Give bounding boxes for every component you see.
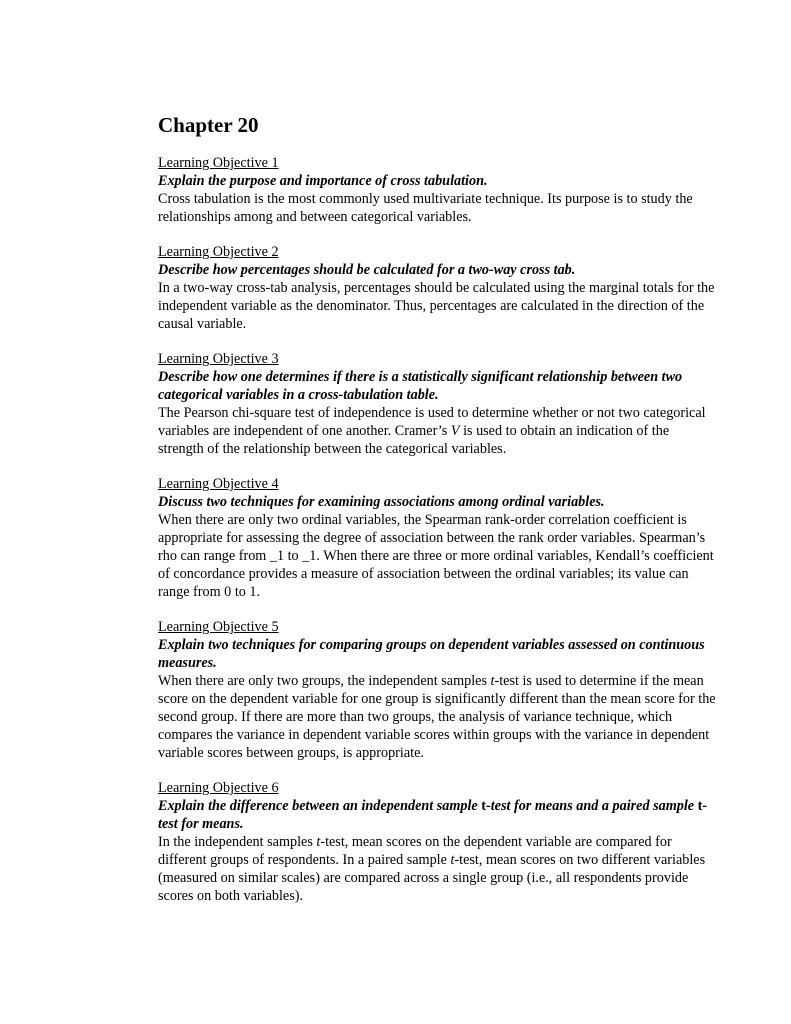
objective-body (158, 279, 718, 333)
objective-heading (158, 261, 718, 279)
body-text: t (490, 673, 495, 689)
objectives-list (158, 154, 718, 905)
body-text: The Pearson chi-square test of independence is used to determine whether or not two categorical variables are independent of one another. Cramer’s (158, 405, 706, 439)
learning-objective-6 (158, 779, 718, 905)
heading-text: t (481, 798, 487, 814)
objective-heading (158, 368, 718, 404)
objective-label: Learning Objective 1 (158, 155, 279, 171)
learning-objective-5 (158, 618, 718, 762)
heading-text: t (697, 798, 703, 814)
heading-text: Explain two techniques for comparing groups on dependent variables assessed on continuous measures. (158, 637, 705, 671)
objective-heading (158, 797, 718, 833)
objective-body (158, 404, 718, 458)
body-text: V (450, 423, 460, 439)
body-text: Cross tabulation is the most commonly used multivariate technique. Its purpose is to study the relationships among and between categorical variables. (158, 191, 693, 225)
heading-text: Discuss two techniques for examining associations among ordinal variables. (158, 494, 605, 510)
objective-heading (158, 493, 718, 511)
body-text: When there are only two ordinal variables, the Spearman rank-order correlation coefficient is appropriate for assessing the degree of association between the rank order variables. Spearman’s rho can range from _1 to _1. When there are three or more ordinal variables, Kendall’s coefficient of concordance provides a measure of association between the ordinal variables; its value can range from 0 to 1. (158, 512, 714, 600)
learning-objective-3 (158, 350, 718, 458)
heading-text: -test for means and a paired sample (486, 798, 698, 814)
body-text: -test, mean scores on two different variables (measured on similar scales) are compared across a single group (i.e., all respondents provide scores on both variables). (158, 852, 706, 904)
heading-text: Explain the difference between an independent sample (158, 798, 482, 814)
document-page (158, 113, 718, 922)
body-text: In a two-way cross-tab analysis, percentages should be calculated using the marginal totals for the independent variable as the denominator. Thus, percentages are calculated in the direction of the causal variable. (158, 280, 715, 332)
body-text: t (450, 852, 455, 868)
objective-body (158, 672, 718, 762)
body-text: is used to obtain an indication of the strength of the relationship between the categorical variables. (158, 423, 670, 457)
body-text: -test, mean scores on the dependent variable are compared for different groups of respondents. In a paired sample (158, 834, 672, 868)
learning-objective-1 (158, 154, 718, 226)
body-text: -test is used to determine if the mean score on the dependent variable for one group is significantly different than the mean score for the second group. If there are more than two groups, the analysis of variance technique, which compares the variance in dependent variable scores within groups with the variance in dependent variable scores between groups, is appropriate. (158, 673, 716, 761)
body-text: In the independent samples (158, 834, 317, 850)
objective-label: Learning Objective 5 (158, 619, 279, 635)
heading-text: Describe how one determines if there is a statistically significant relationship between two categorical variables in a cross-tabulation table. (158, 369, 683, 403)
objective-label: Learning Objective 4 (158, 476, 279, 492)
objective-label: Learning Objective 3 (158, 351, 279, 367)
objective-body (158, 190, 718, 226)
body-text: t (316, 834, 321, 850)
objective-heading (158, 172, 718, 190)
objective-body (158, 511, 718, 601)
body-text: When there are only two groups, the independent samples (158, 673, 491, 689)
learning-objective-4 (158, 475, 718, 601)
objective-label: Learning Objective 2 (158, 244, 279, 260)
chapter-title: Chapter 20 (158, 113, 259, 137)
heading-text: Describe how percentages should be calculated for a two-way cross tab. (158, 262, 576, 278)
objective-body (158, 833, 718, 905)
heading-text: Explain the purpose and importance of cross tabulation. (158, 173, 488, 189)
learning-objective-2 (158, 243, 718, 333)
objective-label: Learning Objective 6 (158, 780, 279, 796)
heading-text: -test for means. (158, 798, 708, 832)
objective-heading (158, 636, 718, 672)
